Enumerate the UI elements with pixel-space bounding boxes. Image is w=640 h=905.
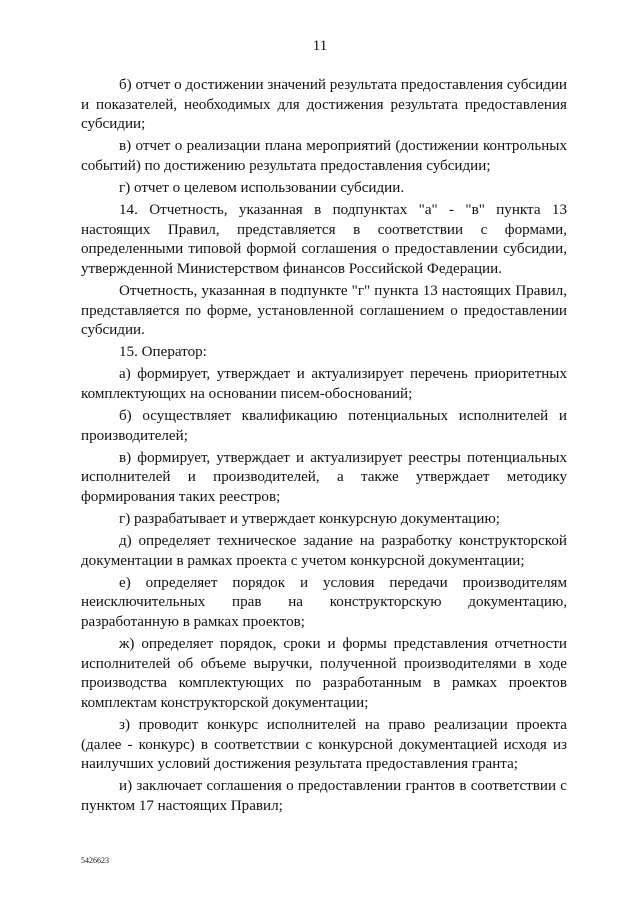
document-code: 5426623	[81, 856, 109, 865]
paragraph-15-a: а) формирует, утверждает и актуализирует перечень приоритетных комплектующих на основании писем-обоснований;	[81, 366, 567, 402]
paragraph-15-zh: ж) определяет порядок, сроки и формы представления отчетности исполнителей об объеме выручки, полученной производителями в ходе производства комплектующих по разработанным в рамках проектов комплектам конструкторской документации;	[81, 636, 567, 711]
page-number: 11	[312, 38, 328, 54]
paragraph-14-reporting: 14. Отчетность, указанная в подпунктах "а" - "в" пункта 13 настоящих Правил, представляется в соответствии с формами, определенными типовой формой соглашения о предоставлении субсидии, утвержденной Министерством финансов Российской Федерации.	[81, 202, 567, 277]
paragraph-15-operator: 15. Оператор:	[119, 344, 207, 361]
paragraph-15-b: б) осуществляет квалификацию потенциальных исполнителей и производителей;	[81, 408, 567, 444]
paragraph-reporting-g-form: Отчетность, указанная в подпункте "г" пункта 13 настоящих Правил, представляется по форме, установленной соглашением о предоставлении субсидии.	[81, 282, 567, 339]
paragraph-g-report-usage: г) отчет о целевом использовании субсидии.	[119, 179, 405, 196]
paragraph-15-i: и) заключает соглашения о предоставлении грантов в соответствии с пунктом 17 настоящих Правил;	[81, 778, 567, 814]
paragraph-15-z: з) проводит конкурс исполнителей на право реализации проекта (далее - конкурс) в соответствии с конкурсной документацией исходя из наилучших условий достижения результата предоставления гранта;	[81, 716, 567, 773]
paragraph-v-report-plan: в) отчет о реализации плана мероприятий (достижении контрольных событий) по достижению результата предоставления субсидии;	[81, 138, 567, 174]
paragraph-15-e: е) определяет порядок и условия передачи производителям неисключительных прав на конструкторскую документацию, разработанную в рамках проектов;	[81, 574, 567, 630]
paragraph-b-report-results: б) отчет о достижении значений результата предоставления субсидии и показателей, необходимых для достижения результата предоставления субсидии;	[81, 77, 567, 133]
paragraph-15-d: д) определяет техническое задание на разработку конструкторской документации в рамках проекта с учетом конкурсной документации;	[81, 533, 567, 569]
document-body	[81, 76, 567, 819]
paragraph-15-v: в) формирует, утверждает и актуализирует реестры потенциальных исполнителей и производителей, а также утверждает методику формирования таких реестров;	[81, 449, 567, 505]
paragraph-15-g: г) разрабатывает и утверждает конкурсную документацию;	[119, 510, 500, 527]
